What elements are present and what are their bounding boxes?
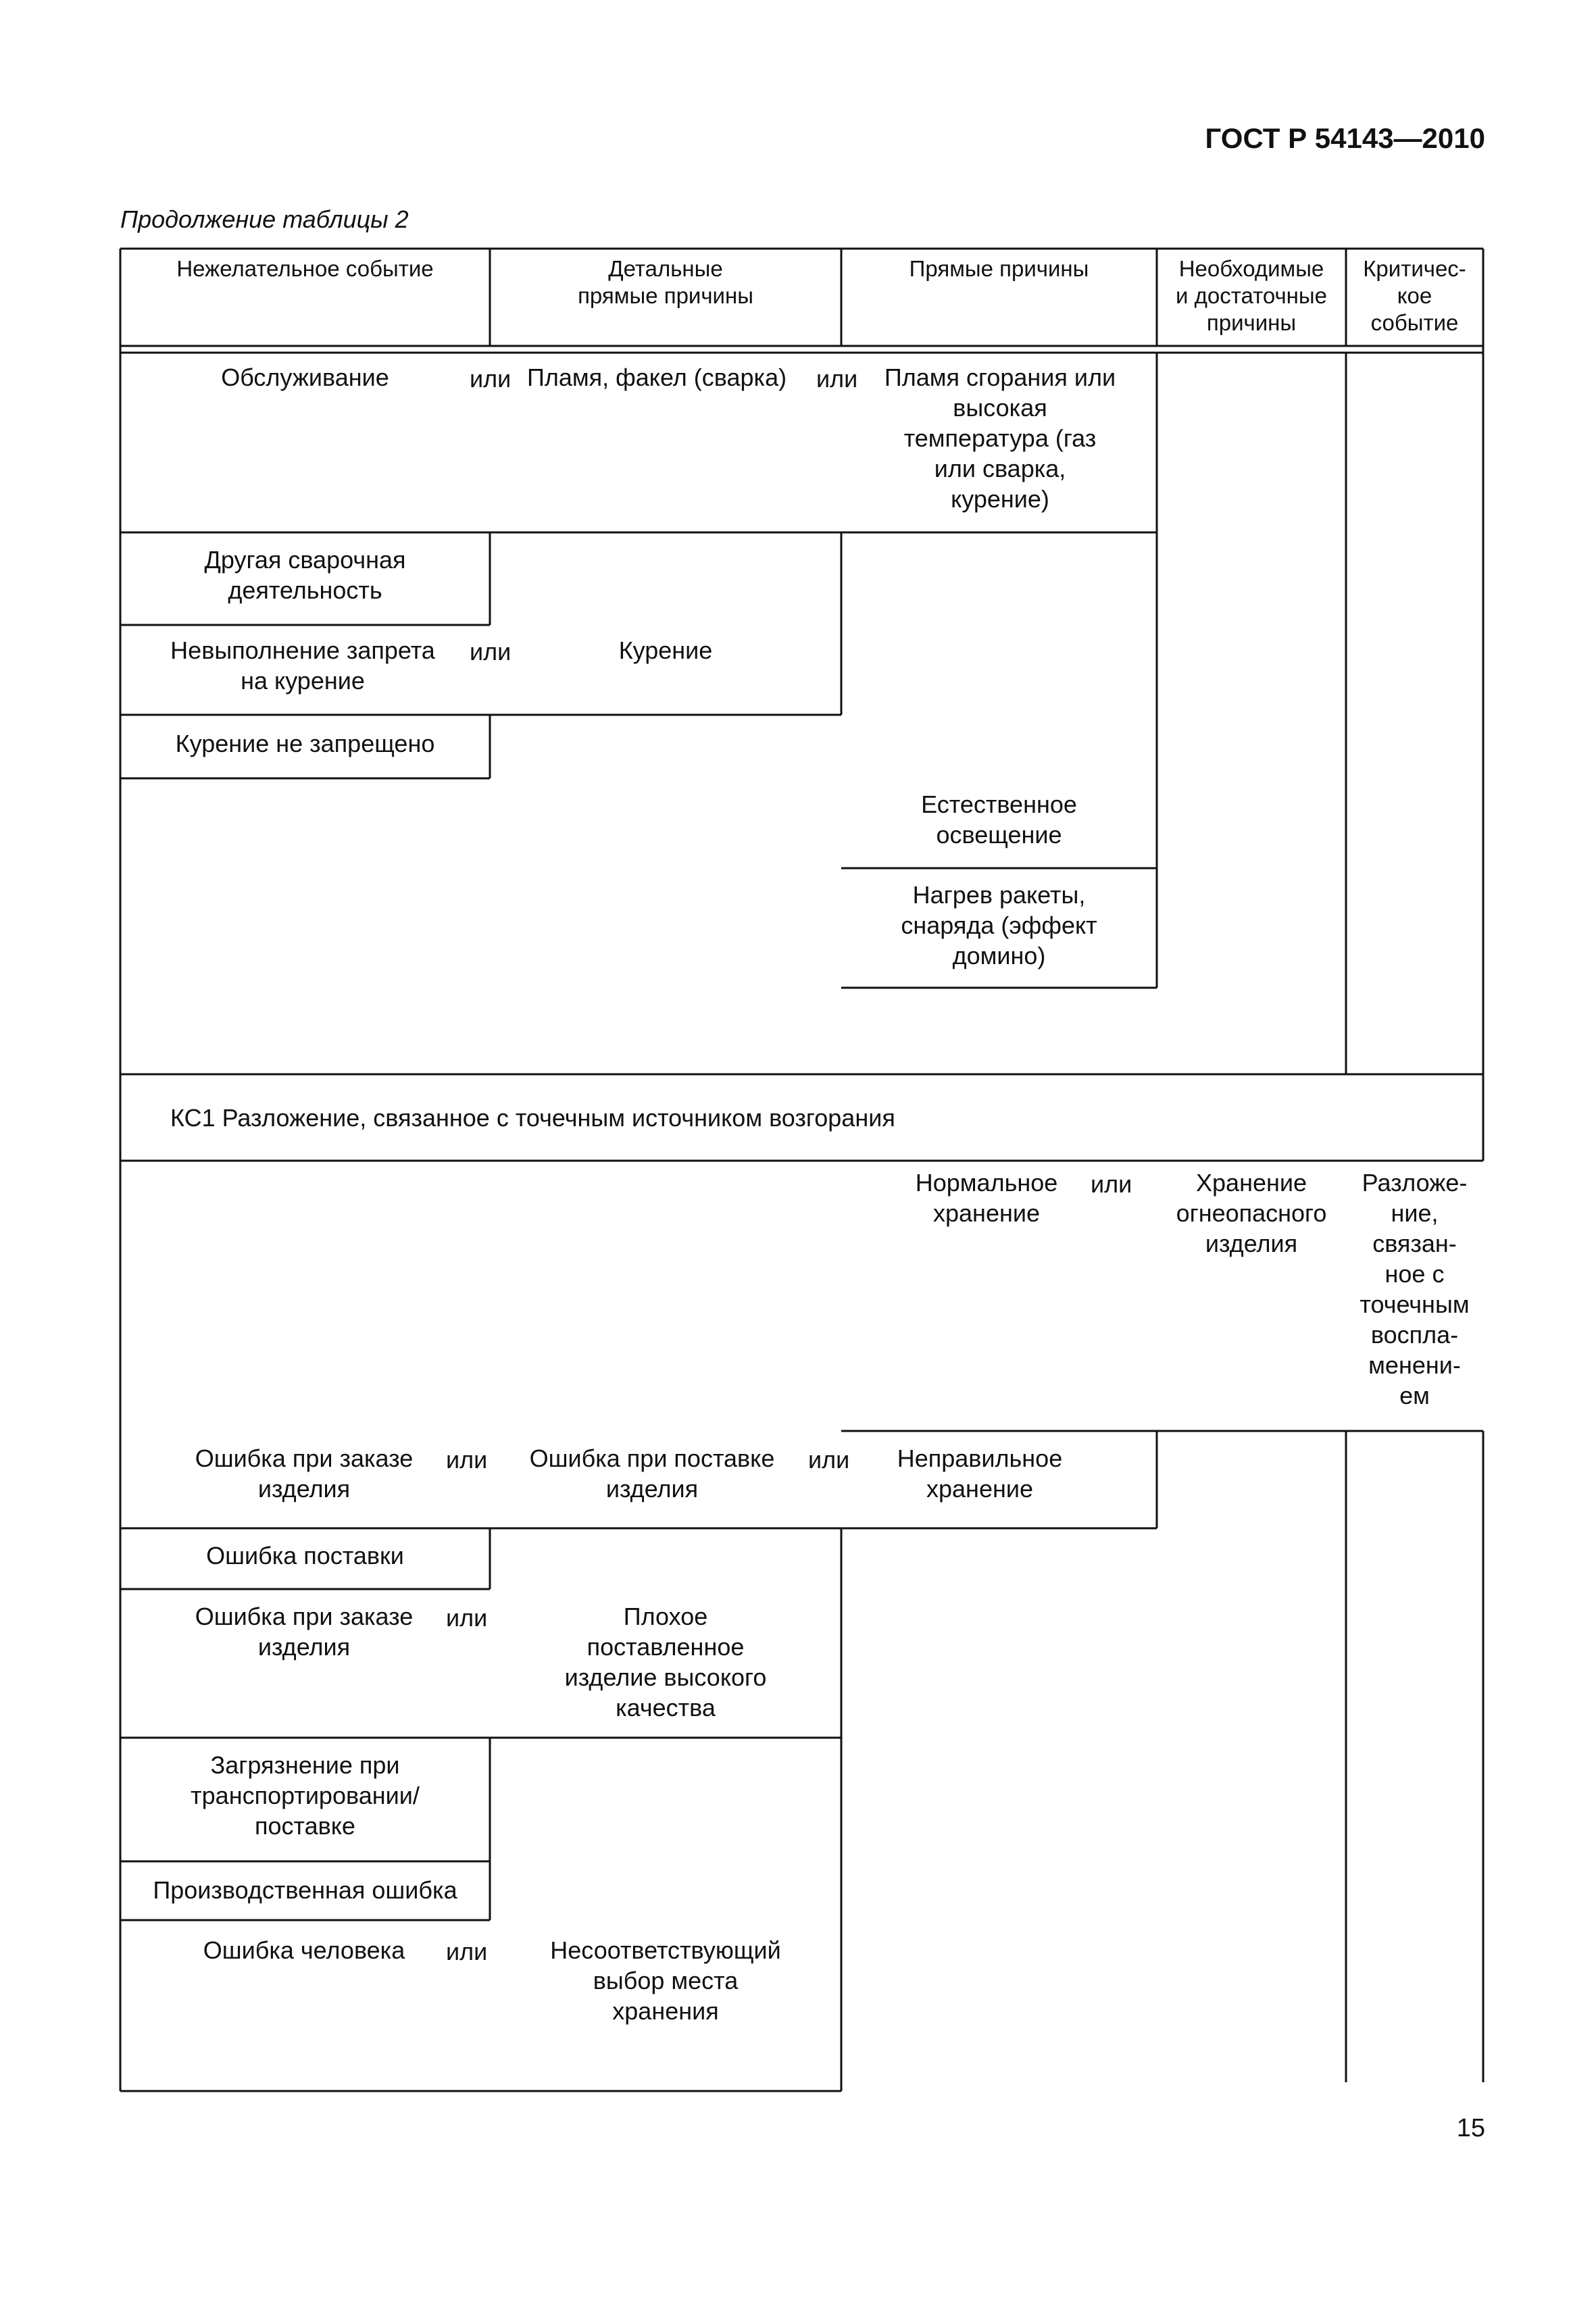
direct-cause-burning-line5: курение) xyxy=(951,485,1049,513)
detailed-cause-storage-place-line1: Несоответствующий xyxy=(550,1936,781,1964)
direct-cause-burning-line2: высокая xyxy=(953,394,1047,422)
direct-cause-natural-light-line2: освещение xyxy=(936,821,1062,849)
direct-cause-burning-line4: или сварка, xyxy=(934,455,1066,482)
detailed-cause-delivery-error-line2: изделия xyxy=(605,1475,699,1503)
detailed-cause-storage-place-line3: хранения xyxy=(612,1997,719,2025)
direct-cause-burning-line3: температура (газ xyxy=(903,424,1097,452)
direct-cause-normal-storage-line1: Нормальное xyxy=(915,1169,1058,1197)
or-connector: или xyxy=(470,638,512,665)
direct-cause-improper-storage-line2: хранение xyxy=(926,1475,1033,1503)
or-connector: или xyxy=(446,1938,488,1965)
necessary-cause-storage-line1: Хранение xyxy=(1196,1169,1307,1197)
event-contamination-line2: транспортировании/ xyxy=(191,1782,420,1809)
or-connector: или xyxy=(808,1446,850,1474)
direct-cause-natural-light-line1: Естественное xyxy=(921,790,1077,818)
critical-scenario-kc1: КС1 Разложение, связанное с точечным источником возгорания xyxy=(170,1104,895,1132)
column-header-necessary-line2: и достаточные xyxy=(1176,283,1327,308)
detailed-cause-poor-item-line1: Плохое xyxy=(623,1603,708,1630)
direct-cause-rocket-heating-line3: домино) xyxy=(952,942,1046,970)
detailed-cause-delivery-error-line1: Ошибка при поставке xyxy=(529,1444,775,1472)
column-header-detailed-causes-line1: Детальные xyxy=(608,256,723,281)
direct-cause-rocket-heating-line2: снаряда (эффект xyxy=(901,911,1097,939)
necessary-cause-storage-line3: изделия xyxy=(1205,1230,1298,1257)
detailed-cause-smoking: Курение xyxy=(618,636,713,664)
event-production-error: Производственная ошибка xyxy=(153,1876,457,1904)
column-header-undesired-event: Нежелательное событие xyxy=(176,256,434,281)
detailed-cause-storage-place-line2: выбор места xyxy=(593,1967,739,1994)
event-smoking-ban-violation-line1: Невыполнение запрета xyxy=(170,636,435,664)
detailed-cause-poor-item-line2: поставленное xyxy=(587,1633,745,1661)
critical-event-line7: менени- xyxy=(1368,1351,1461,1379)
critical-event-line8: ем xyxy=(1399,1382,1430,1409)
event-order-error-2-line2: изделия xyxy=(257,1633,351,1661)
table-continuation-caption: Продолжение таблицы 2 xyxy=(120,205,409,233)
or-connector: или xyxy=(470,365,512,393)
critical-event-line2: ние, xyxy=(1391,1199,1439,1227)
necessary-cause-storage-line2: огнеопасного xyxy=(1176,1199,1327,1227)
event-other-welding-line1: Другая сварочная xyxy=(204,546,406,574)
column-header-critical-line3: событие xyxy=(1370,310,1459,335)
direct-cause-rocket-heating-line1: Нагрев ракеты, xyxy=(912,881,1086,909)
event-supply-error: Ошибка поставки xyxy=(206,1542,404,1569)
column-header-necessary-line1: Необходимые xyxy=(1178,256,1324,281)
column-header-necessary-line3: причины xyxy=(1206,310,1297,335)
cause-flame-torch: Пламя, факел (сварка) xyxy=(527,363,787,391)
event-contamination-line1: Загрязнение при xyxy=(210,1751,400,1779)
column-header-detailed-causes-line2: прямые причины xyxy=(578,283,753,308)
event-order-error-line2: изделия xyxy=(257,1475,351,1503)
critical-event-line3: связан- xyxy=(1372,1230,1457,1257)
critical-event-line1: Разложе- xyxy=(1362,1169,1468,1197)
event-maintenance: Обслуживание xyxy=(221,363,389,391)
event-smoking-not-banned: Курение не запрещено xyxy=(175,730,435,757)
event-order-error-line1: Ошибка при заказе xyxy=(195,1444,414,1472)
detailed-cause-poor-item-line3: изделие высокого xyxy=(564,1663,767,1691)
or-connector: или xyxy=(446,1604,488,1632)
document-number: ГОСТ Р 54143—2010 xyxy=(1205,122,1485,154)
or-connector: или xyxy=(816,365,858,393)
event-human-error: Ошибка человека xyxy=(203,1936,405,1964)
detailed-cause-poor-item-line4: качества xyxy=(616,1694,716,1721)
or-connector: или xyxy=(446,1446,488,1474)
direct-cause-improper-storage-line1: Неправильное xyxy=(897,1444,1063,1472)
column-header-critical-line2: кое xyxy=(1397,283,1432,308)
direct-cause-burning-line1: Пламя сгорания или xyxy=(884,363,1116,391)
critical-event-line5: точечным xyxy=(1360,1290,1470,1318)
column-header-critical-line1: Критичес- xyxy=(1363,256,1466,281)
critical-event-line4: ное с xyxy=(1385,1260,1445,1288)
critical-event-line6: воспла- xyxy=(1370,1321,1459,1349)
event-other-welding-line2: деятельность xyxy=(228,576,382,604)
event-order-error-2-line1: Ошибка при заказе xyxy=(195,1603,414,1630)
or-connector: или xyxy=(1091,1170,1132,1198)
event-smoking-ban-violation-line2: на курение xyxy=(241,667,365,695)
direct-cause-normal-storage-line2: хранение xyxy=(933,1199,1040,1227)
event-contamination-line3: поставке xyxy=(255,1812,355,1840)
page-number: 15 xyxy=(1456,2114,1485,2142)
column-header-direct-causes: Прямые причины xyxy=(909,256,1089,281)
